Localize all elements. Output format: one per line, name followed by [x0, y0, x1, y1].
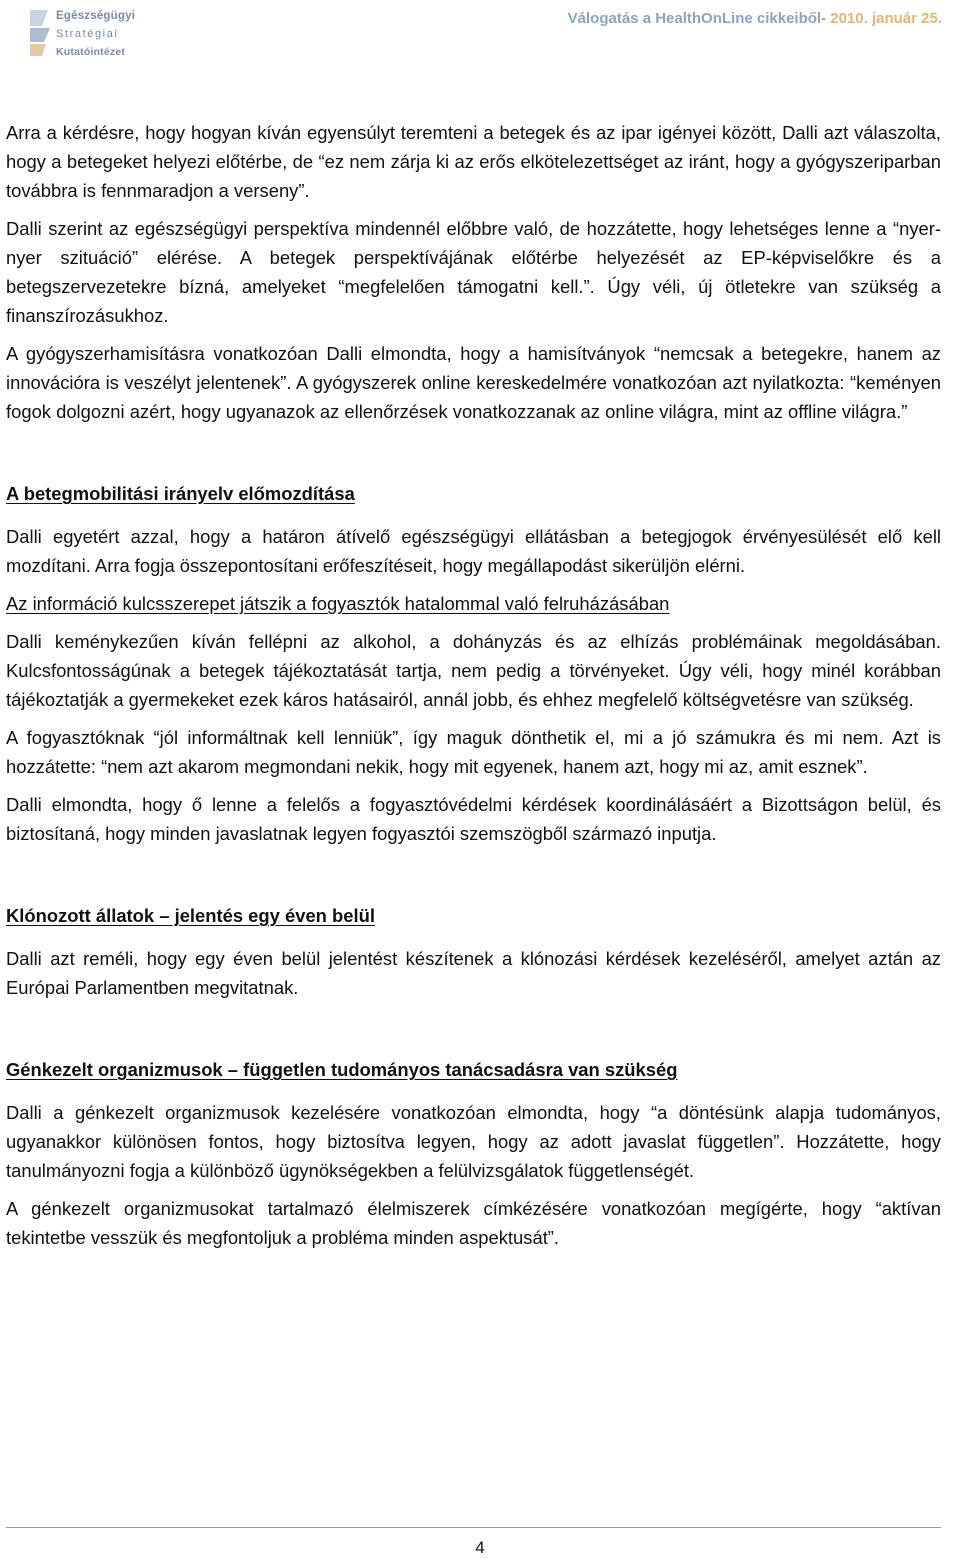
- paragraph: Dalli a génkezelt organizmusok kezelésére vonatkozóan elmondta, hogy “a döntésünk alapja tudományos, ugyanakkor különösen fontos, hogy biztosítva legyen, hogy az adott javaslat független”. Hozzátette, hogy tanulmányozni fogja a különböző ügynökségekben a felülvizsgálatok függetlenségét.: [6, 1102, 941, 1181]
- logo-line-2: Stratégiai: [56, 28, 119, 40]
- section-heading: Génkezelt organizmusok – független tudományos tanácsadásra van szükség: [6, 1059, 678, 1080]
- footer-divider: [6, 1527, 941, 1528]
- paragraph: Dalli azt reméli, hogy egy éven belül jelentést készítenek a klónozási kérdések kezeléséről, amelyet aztán az Európai Parlamentben megvitatnak.: [6, 948, 941, 998]
- paragraph: Dalli egyetért azzal, hogy a határon átívelő egészségügyi ellátásban a betegjogok érvényesülését elő kell mozdítani. Arra fogja összepontosítani erőfeszítéseit, hogy megállapodást sikerüljön elérni.: [6, 526, 941, 576]
- page-header: [0, 0, 960, 70]
- running-head: [568, 10, 942, 27]
- paragraph: A gyógyszerhamisításra vonatkozóan Dalli elmondta, hogy a hamisítványok “nemcsak a betegekre, hanem az innovációra is veszélyt jelentenek”. A gyógyszerek online kereskedelmére vonatkozóan azt nyilatkozta: “keményen fogok dolgozni azért, hogy ugyanazok az ellenőrzések vonatkozzanak az online világra, mint az offline világra.”: [6, 343, 941, 422]
- paragraph: A génkezelt organizmusokat tartalmazó élelmiszerek címkézésére vonatkozóan megígérte, hogy “aktívan tekintetbe vesszük és megfontoljuk a probléma minden aspektusát”.: [6, 1198, 941, 1248]
- logo-line-1: Egészségügyi: [56, 10, 136, 22]
- logo-line-3: Kutatóintézet: [56, 46, 126, 58]
- paragraph: Dalli keménykezűen kíván fellépni az alkohol, a dohányzás és az elhízás problémáinak megoldásában. Kulcsfontosságúnak a betegek tájékoztatását tartja, nem pedig a törvényeket. Úgy véli, hogy minél korábban tájékoztatják a gyermekeket ezek káros hatásairól, annál jobb, és ehhez megfelelő költségvetésre van szükség.: [6, 631, 941, 710]
- article-body: [6, 118, 941, 1252]
- running-head-date: 2010. január 25.: [830, 10, 942, 27]
- section-heading: A betegmobilitási irányelv előmozdítása: [6, 483, 355, 504]
- paragraph: Dalli szerint az egészségügyi perspektíva mindennél előbbre való, de hozzátette, hogy lehetséges lenne a “nyer-nyer szituáció” elérése. A betegek perspektívájának előtérbe helyezését az EP-képviselőkre és a betegszervezetekre bízná, amelyeket “megfelelően támogatni kell.”. Úgy véli, új ötletekre van szükség a finanszírozásukhoz.: [6, 218, 941, 326]
- subsection-heading: Az információ kulcsszerepet játszik a fogyasztók hatalommal való felruházásában: [6, 593, 670, 614]
- paragraph: Dalli elmondta, hogy ő lenne a felelős a fogyasztóvédelmi kérdések koordinálásáért a Bizottságon belül, és biztosítaná, hogy minden javaslatnak legyen fogyasztói szemszögből származó inputja.: [6, 794, 941, 844]
- institute-logo: [28, 6, 138, 62]
- page-number: 4: [475, 1538, 485, 1557]
- section-heading: Klónozott állatok – jelentés egy éven belül: [6, 905, 375, 926]
- paragraph: Arra a kérdésre, hogy hogyan kíván egyensúlyt teremteni a betegek és az ipar igényei között, Dalli azt válaszolta, hogy a betegeket helyezi előtérbe, de “ez nem zárja ki az erős elkötelezettséget az iránt, hogy a gyógyszeriparban továbbra is fennmaradjon a verseny”.: [6, 122, 941, 201]
- running-head-title: Válogatás a HealthOnLine cikkeiből-: [567, 10, 831, 27]
- paragraph: A fogyasztóknak “jól informáltnak kell lenniük”, így maguk dönthetik el, mi a jó számukra és mi nem. Azt is hozzátette: “nem azt akarom megmondani nekik, hogy mit egyenek, hanem azt, hogy mi az, amit esznek”.: [6, 727, 941, 777]
